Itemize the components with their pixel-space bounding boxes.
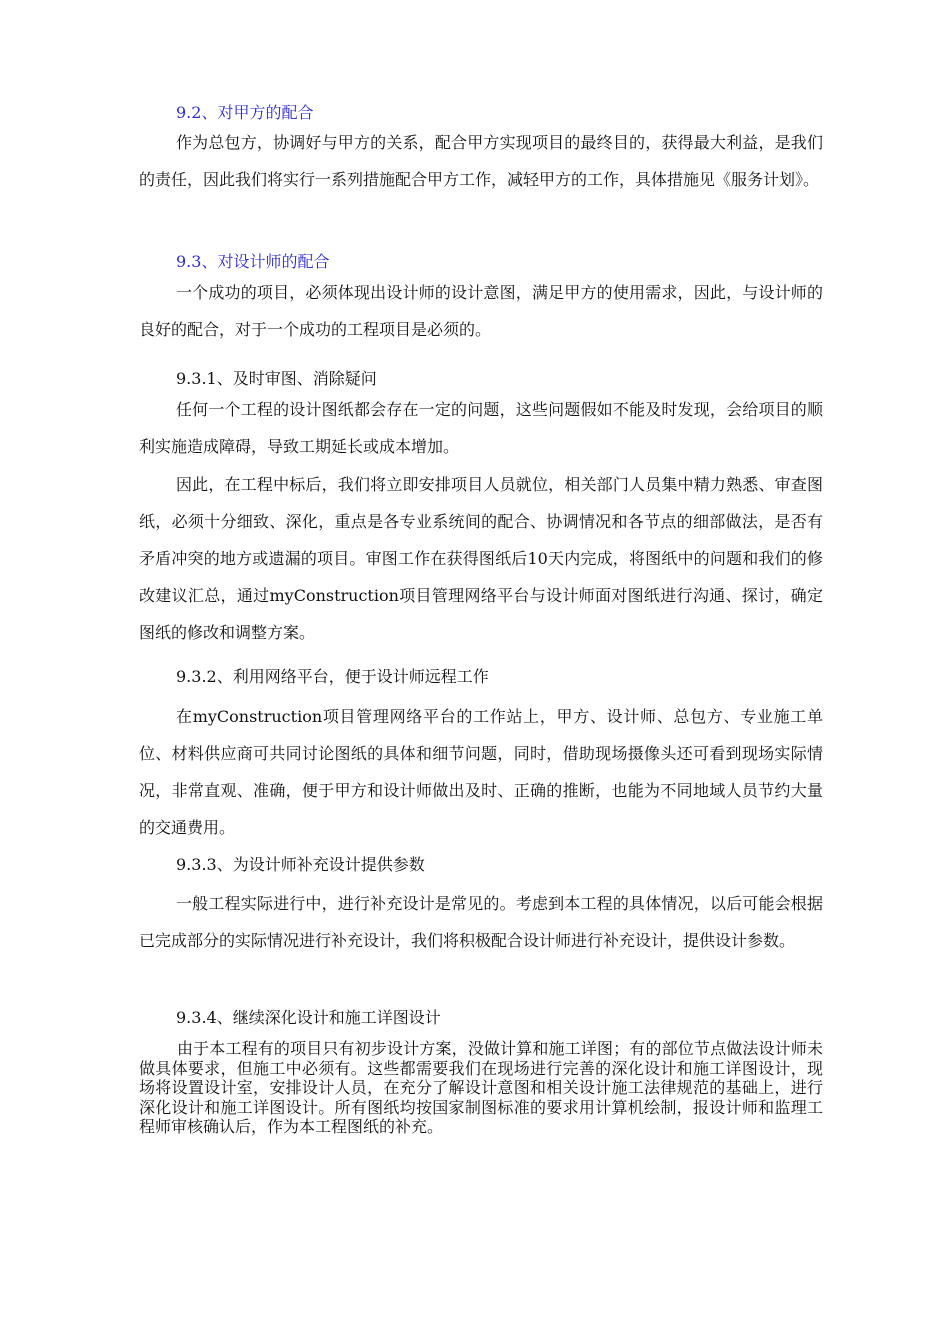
paragraph-9-3-1-a: 任何一个工程的设计图纸都会存在一定的问题，这些问题假如不能及时发现，会给项目的顺利实施造成障碍，导致工期延长或成本增加。 bbox=[139, 400, 823, 456]
section-heading-9-3-2: 9.3.2、利用网络平台，便于设计师远程工作 bbox=[176, 667, 489, 686]
section-heading-9-3-3: 9.3.3、为设计师补充设计提供参数 bbox=[176, 855, 425, 874]
section-heading-9-3-1: 9.3.1、及时审图、消除疑问 bbox=[176, 369, 377, 388]
paragraph-9-3-2: 在myConstruction项目管理网络平台的工作站上，甲方、设计师、总包方、专业施工单位、材料供应商可共同讨论图纸的具体和细节问题，同时，借助现场摄像头还可看到现场实际情况，非常直观、准确，便于甲方和设计师做出及时、正确的推断，也能为不同地域人员节约大量的交通费用。 bbox=[139, 707, 823, 837]
paragraph-9-3-3: 一般工程实际进行中，进行补充设计是常见的。考虑到本工程的具体情况，以后可能会根据已完成部分的实际情况进行补充设计，我们将积极配合设计师进行补充设计，提供设计参数。 bbox=[139, 894, 823, 950]
section-heading-9-2: 9.2、对甲方的配合 bbox=[176, 103, 314, 122]
paragraph-9-2: 作为总包方，协调好与甲方的关系，配合甲方实现项目的最终目的，获得最大利益，是我们的责任，因此我们将实行一系列措施配合甲方工作，减轻甲方的工作，具体措施见《服务计划》。 bbox=[139, 133, 823, 189]
paragraph-9-3-4: 由于本工程有的项目只有初步设计方案，没做计算和施工详图；有的部位节点做法设计师未做具体要求，但施工中必须有。这些都需要我们在现场进行完善的深化设计和施工详图设计，现场将设置设计室，安排设计人员，在充分了解设计意图和相关设计施工法律规范的基础上，进行深化设计和施工详图设计。所有图纸均按国家制图标准的要求用计算机绘制，报设计师和监理工程师审核确认后，作为本工程图纸的补充。 bbox=[139, 1039, 823, 1136]
section-heading-9-3-4: 9.3.4、继续深化设计和施工详图设计 bbox=[176, 1008, 441, 1027]
paragraph-9-3: 一个成功的项目，必须体现出设计师的设计意图，满足甲方的使用需求，因此，与设计师的良好的配合，对于一个成功的工程项目是必须的。 bbox=[139, 283, 823, 339]
paragraph-9-3-1-b: 因此，在工程中标后，我们将立即安排项目人员就位，相关部门人员集中精力熟悉、审查图纸，必须十分细致、深化，重点是各专业系统间的配合、协调情况和各节点的细部做法，是否有矛盾冲突的地方或遗漏的项目。审图工作在获得图纸后10天内完成，将图纸中的问题和我们的修改建议汇总，通过myConstruction项目管理网络平台与设计师面对图纸进行沟通、探讨，确定图纸的修改和调整方案。 bbox=[139, 475, 823, 642]
section-heading-9-3: 9.3、对设计师的配合 bbox=[176, 252, 330, 271]
